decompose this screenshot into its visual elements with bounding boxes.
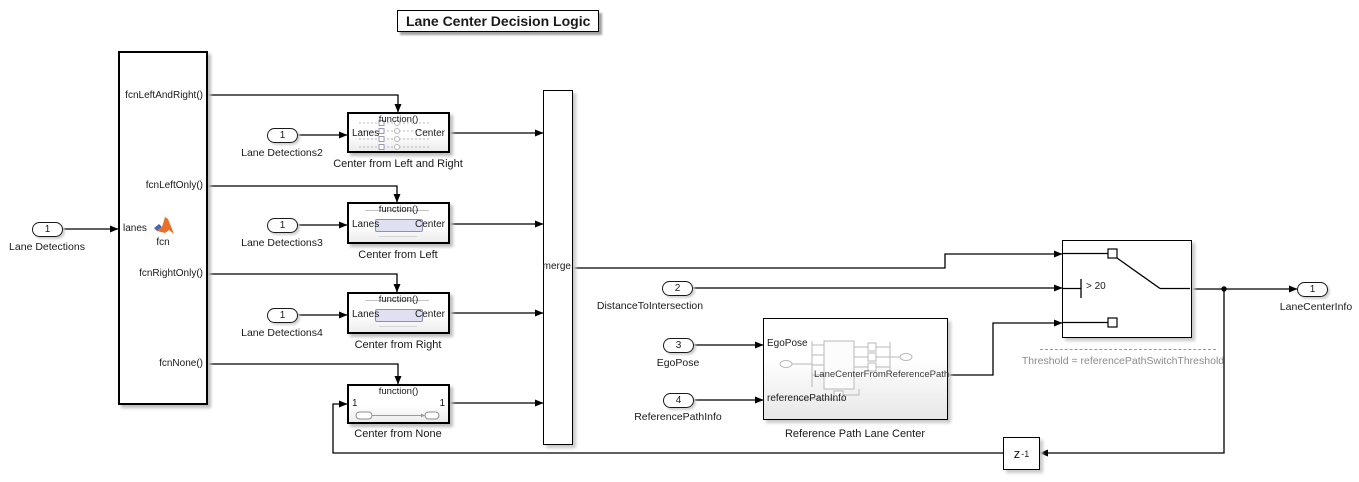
- fcn-name-label: fcn: [156, 237, 170, 248]
- center-from-none-name: Center from None: [354, 428, 442, 440]
- port-label-lanes: Lanes: [352, 309, 380, 320]
- wire-fcnleftonly[interactable]: [208, 186, 397, 202]
- annotation-divider: [1040, 349, 1216, 350]
- center-from-left-block[interactable]: [347, 202, 450, 244]
- inport-egopose[interactable]: [663, 338, 694, 353]
- switch-internals: [1063, 241, 1190, 336]
- port-label-center: Center: [414, 128, 445, 139]
- wire-fcnrightonly[interactable]: [208, 274, 397, 292]
- inport-referencepathinfo[interactable]: [663, 393, 694, 408]
- threshold-annotation[interactable]: Threshold = referencePathSwitchThreshold: [1021, 355, 1225, 367]
- port-label-out1: 1: [439, 398, 445, 409]
- fcn-input-port-label: lanes: [123, 223, 147, 234]
- inport-lane-detections-label: Lane Detections: [9, 241, 85, 253]
- inport-number: 1: [279, 220, 286, 231]
- center-from-left-name: Center from Left: [358, 249, 438, 261]
- wire-fcnleftandright[interactable]: [208, 95, 398, 112]
- reference-path-lane-center-name: Reference Path Lane Center: [784, 428, 926, 440]
- reference-path-lane-center-block[interactable]: [763, 318, 948, 420]
- function-header: function(): [378, 204, 419, 215]
- subsystem-port-egopose: EgoPose: [767, 338, 808, 349]
- wire-fcnnone[interactable]: [208, 364, 398, 384]
- subsystem-preview-label: LaneCenterFromReferencePath: [814, 369, 950, 380]
- outport-lanecenterinfo[interactable]: [1297, 282, 1328, 297]
- inport-lane-detections3[interactable]: [267, 218, 298, 233]
- inport-number: 4: [675, 395, 682, 406]
- port-label-lanes: Lanes: [352, 128, 380, 139]
- inport-egopose-label: EgoPose: [656, 357, 700, 369]
- outport-lanecenterinfo-label: LaneCenterInfo: [1279, 301, 1353, 313]
- inport-lane-detections2-label: Lane Detections2: [241, 147, 323, 159]
- outport-number: 1: [1309, 284, 1316, 295]
- inport-number: 1: [279, 130, 286, 141]
- inport-distance-to-intersection-label: DistanceToIntersection: [596, 300, 704, 312]
- inport-number: 2: [674, 283, 681, 294]
- unit-delay-exponent: -1: [1021, 448, 1030, 459]
- function-header: function(): [378, 386, 419, 397]
- fcn-block[interactable]: [118, 51, 208, 405]
- matlab-logo-icon: [153, 216, 175, 236]
- center-from-left-and-right-name: Center from Left and Right: [333, 158, 463, 170]
- center-from-right-block[interactable]: [347, 292, 450, 334]
- merge-block[interactable]: [543, 90, 573, 445]
- center-from-right-name: Center from Right: [354, 339, 442, 351]
- inport-referencepathinfo-label: ReferencePathInfo: [634, 411, 722, 423]
- inport-lane-detections4[interactable]: [267, 308, 298, 323]
- inport-distance-to-intersection[interactable]: [662, 281, 693, 296]
- port-label-center: Center: [414, 219, 445, 230]
- block-preview: [355, 410, 445, 422]
- inport-lane-detections2[interactable]: [267, 128, 298, 143]
- fcn-output-fcnleftandright: fcnLeftAndRight(): [125, 90, 203, 101]
- wire-merge-to-switch[interactable]: [573, 254, 1062, 268]
- unit-delay-block[interactable]: [1003, 437, 1040, 470]
- fcn-output-fcnnone: fcnNone(): [159, 358, 203, 369]
- subsystem-port-referencepathinfo: referencePathInfo: [767, 393, 847, 404]
- center-from-none-block[interactable]: [347, 384, 450, 424]
- function-header: function(): [378, 114, 419, 125]
- center-from-left-and-right-block[interactable]: [347, 112, 450, 153]
- fcn-output-fcnleftonly: fcnLeftOnly(): [145, 180, 203, 191]
- port-label-in1: 1: [352, 398, 358, 409]
- port-label-center: Center: [414, 309, 445, 320]
- inport-lane-detections3-label: Lane Detections3: [241, 237, 323, 249]
- inport-number: 3: [675, 340, 682, 351]
- switch-criteria-label: > 20: [1086, 281, 1106, 292]
- merge-label: merge: [542, 261, 571, 272]
- inport-lane-detections4-label: Lane Detections4: [241, 327, 323, 339]
- branch-point: [1221, 286, 1226, 291]
- preview-line: [379, 236, 417, 237]
- inport-number: 1: [279, 310, 286, 321]
- unit-delay-base: z: [1013, 446, 1021, 461]
- port-label-lanes: Lanes: [352, 219, 380, 230]
- preview-line: [379, 326, 417, 327]
- function-header: function(): [378, 294, 419, 305]
- inport-number: 1: [44, 224, 51, 235]
- fcn-output-fcnrightonly: fcnRightOnly(): [139, 268, 203, 279]
- inport-lane-detections[interactable]: [32, 222, 63, 237]
- diagram-title[interactable]: Lane Center Decision Logic: [397, 10, 599, 32]
- switch-block[interactable]: [1062, 240, 1192, 338]
